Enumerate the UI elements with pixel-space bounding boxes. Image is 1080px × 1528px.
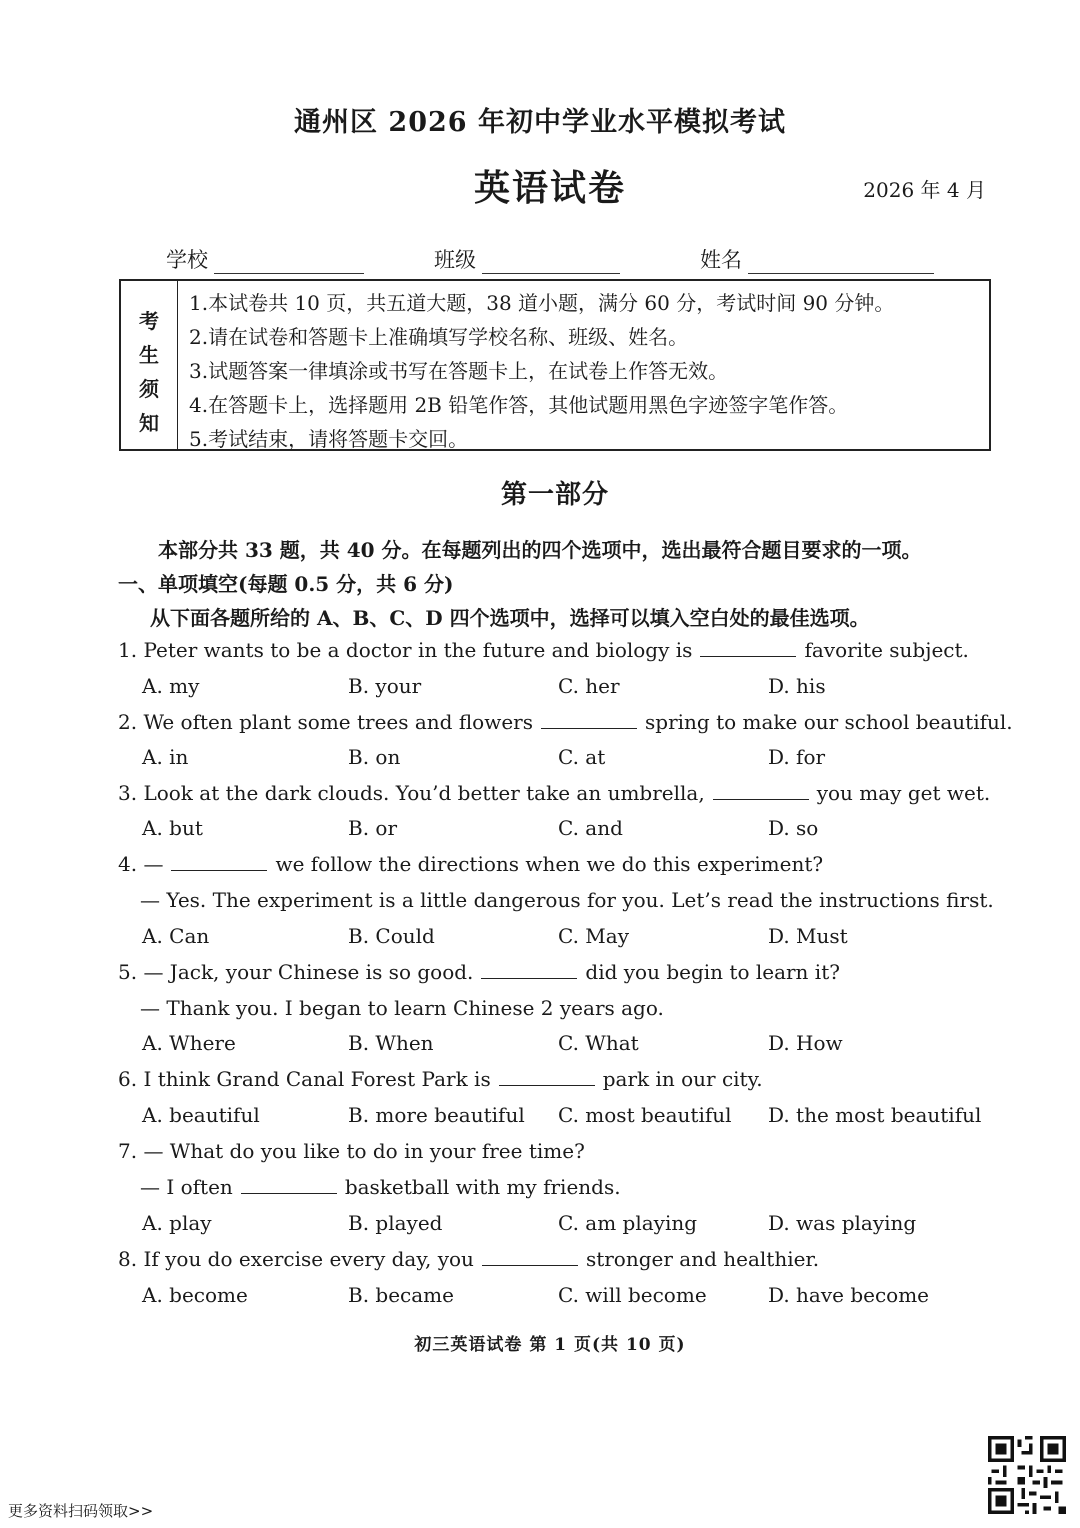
class-label: 班级: [434, 248, 476, 272]
option[interactable]: C. What: [558, 1031, 639, 1055]
name-input-line[interactable]: [748, 251, 934, 274]
question-text: 4. —: [118, 852, 164, 876]
name-label: 姓名: [700, 248, 742, 272]
option[interactable]: A. Where: [142, 1031, 236, 1055]
option[interactable]: A. beautiful: [142, 1103, 260, 1127]
section-title: 一、单项填空(每题 0.5 分，共 6 分): [118, 572, 454, 596]
option[interactable]: C. will become: [558, 1283, 707, 1307]
notice-heading-char: 生: [139, 343, 159, 367]
question-text: spring to make our school beautiful.: [645, 710, 1013, 734]
option[interactable]: A. play: [142, 1211, 212, 1235]
option[interactable]: B. became: [348, 1283, 454, 1307]
option[interactable]: B. or: [348, 816, 398, 840]
part-intro: 本部分共 33 题，共 40 分。在每题列出的四个选项中，选出最符合题目要求的一项。: [158, 538, 922, 562]
exam-notice-box: [119, 279, 991, 451]
question-text: 5. — Jack, your Chinese is so good.: [118, 960, 474, 984]
option[interactable]: B. more beautiful: [348, 1103, 525, 1127]
question-text: we follow the directions when we do this experiment?: [275, 852, 824, 876]
notice-item: 2.请在试卷和答题卡上准确填写学校名称、班级、姓名。: [189, 325, 689, 349]
option[interactable]: B. on: [348, 745, 401, 769]
page-footer: 初三英语试卷 第 1 页(共 10 页): [414, 1335, 686, 1355]
question-text: 3. Look at the dark clouds. You’d better take an umbrella,: [118, 781, 705, 805]
option[interactable]: D. so: [768, 816, 819, 840]
notice-heading-char: 须: [139, 377, 159, 401]
question-text: stronger and healthier.: [585, 1247, 820, 1271]
option[interactable]: B. When: [348, 1031, 434, 1055]
question-text: — I often: [140, 1175, 233, 1199]
option[interactable]: D. was playing: [768, 1211, 917, 1235]
option[interactable]: A. but: [142, 816, 203, 840]
school-label: 学校: [166, 248, 208, 272]
question-8: [118, 1247, 819, 1271]
option[interactable]: A. become: [142, 1283, 248, 1307]
question-text: did you begin to learn it?: [585, 960, 840, 984]
class-input-line[interactable]: [482, 251, 620, 274]
notice-heading-char: 考: [139, 309, 159, 333]
question-text: favorite subject.: [804, 638, 969, 662]
question-3: [118, 781, 990, 805]
option[interactable]: C. most beautiful: [558, 1103, 732, 1127]
option[interactable]: C. her: [558, 674, 620, 698]
option[interactable]: D. his: [768, 674, 826, 698]
school-input-line[interactable]: [214, 251, 364, 274]
question-4-response: — Yes. The experiment is a little dangerous for you. Let’s read the instructions first.: [140, 888, 994, 912]
question-text: 1. Peter wants to be a doctor in the future and biology is: [118, 638, 693, 662]
option[interactable]: D. How: [768, 1031, 843, 1055]
option[interactable]: D. have become: [768, 1283, 930, 1307]
question-7: 7. — What do you like to do in your free time?: [118, 1139, 585, 1163]
notice-item: 3.试题答案一律填涂或书写在答题卡上，在试卷上作答无效。: [189, 359, 729, 383]
exam-date: 2026 年 4 月: [863, 178, 986, 202]
option[interactable]: D. for: [768, 745, 826, 769]
question-text: 8. If you do exercise every day, you: [118, 1247, 474, 1271]
section-instructions: 从下面各题所给的 A、B、C、D 四个选项中，选择可以填入空白处的最佳选项。: [150, 606, 870, 630]
part-title: 第一部分: [500, 480, 609, 510]
answer-blank[interactable]: [241, 1175, 337, 1194]
notice-heading: [121, 281, 178, 449]
answer-blank[interactable]: [700, 638, 796, 657]
question-text: basketball with my friends.: [344, 1175, 621, 1199]
notice-heading-char: 知: [139, 411, 159, 435]
question-2: [118, 710, 1013, 734]
answer-blank[interactable]: [541, 710, 637, 729]
answer-blank[interactable]: [499, 1067, 595, 1086]
answer-blank[interactable]: [171, 852, 267, 871]
answer-blank[interactable]: [482, 1247, 578, 1266]
question-5-response: — Thank you. I began to learn Chinese 2 years ago.: [140, 996, 664, 1020]
question-text: park in our city.: [602, 1067, 763, 1091]
option[interactable]: C. am playing: [558, 1211, 698, 1235]
option[interactable]: B. Could: [348, 924, 435, 948]
option[interactable]: D. the most beautiful: [768, 1103, 982, 1127]
question-6: [118, 1067, 763, 1091]
paper-subtitle: 英语试卷: [473, 167, 626, 209]
option[interactable]: B. played: [348, 1211, 443, 1235]
question-4: [118, 852, 823, 876]
question-text: you may get wet.: [816, 781, 991, 805]
option[interactable]: A. my: [142, 674, 200, 698]
school-field[interactable]: [166, 244, 364, 274]
question-text: 2. We often plant some trees and flowers: [118, 710, 533, 734]
notice-item: 4.在答题卡上，选择题用 2B 铅笔作答，其他试题用黑色字迹签字笔作答。: [189, 393, 849, 417]
question-1: [118, 638, 969, 662]
option[interactable]: D. Must: [768, 924, 848, 948]
notice-item: 5.考试结束，请将答题卡交回。: [189, 427, 469, 451]
name-field[interactable]: [700, 244, 934, 274]
question-5: [118, 960, 840, 984]
option[interactable]: C. and: [558, 816, 623, 840]
option[interactable]: B. your: [348, 674, 422, 698]
option[interactable]: A. in: [142, 745, 189, 769]
question-7-response: [140, 1175, 621, 1199]
qr-code-icon[interactable]: [988, 1436, 1066, 1514]
option[interactable]: C. May: [558, 924, 630, 948]
exam-title: 通州区 2026 年初中学业水平模拟考试: [294, 107, 786, 138]
answer-blank[interactable]: [481, 960, 577, 979]
notice-item: 1.本试卷共 10 页，共五道大题，38 道小题，满分 60 分，考试时间 90 分钟。: [189, 291, 895, 315]
option[interactable]: A. Can: [142, 924, 210, 948]
promo-link[interactable]: 更多资料扫码领取>>: [8, 1502, 154, 1520]
answer-blank[interactable]: [713, 781, 809, 800]
question-text: 6. I think Grand Canal Forest Park is: [118, 1067, 491, 1091]
option[interactable]: C. at: [558, 745, 606, 769]
class-field[interactable]: [434, 244, 620, 274]
